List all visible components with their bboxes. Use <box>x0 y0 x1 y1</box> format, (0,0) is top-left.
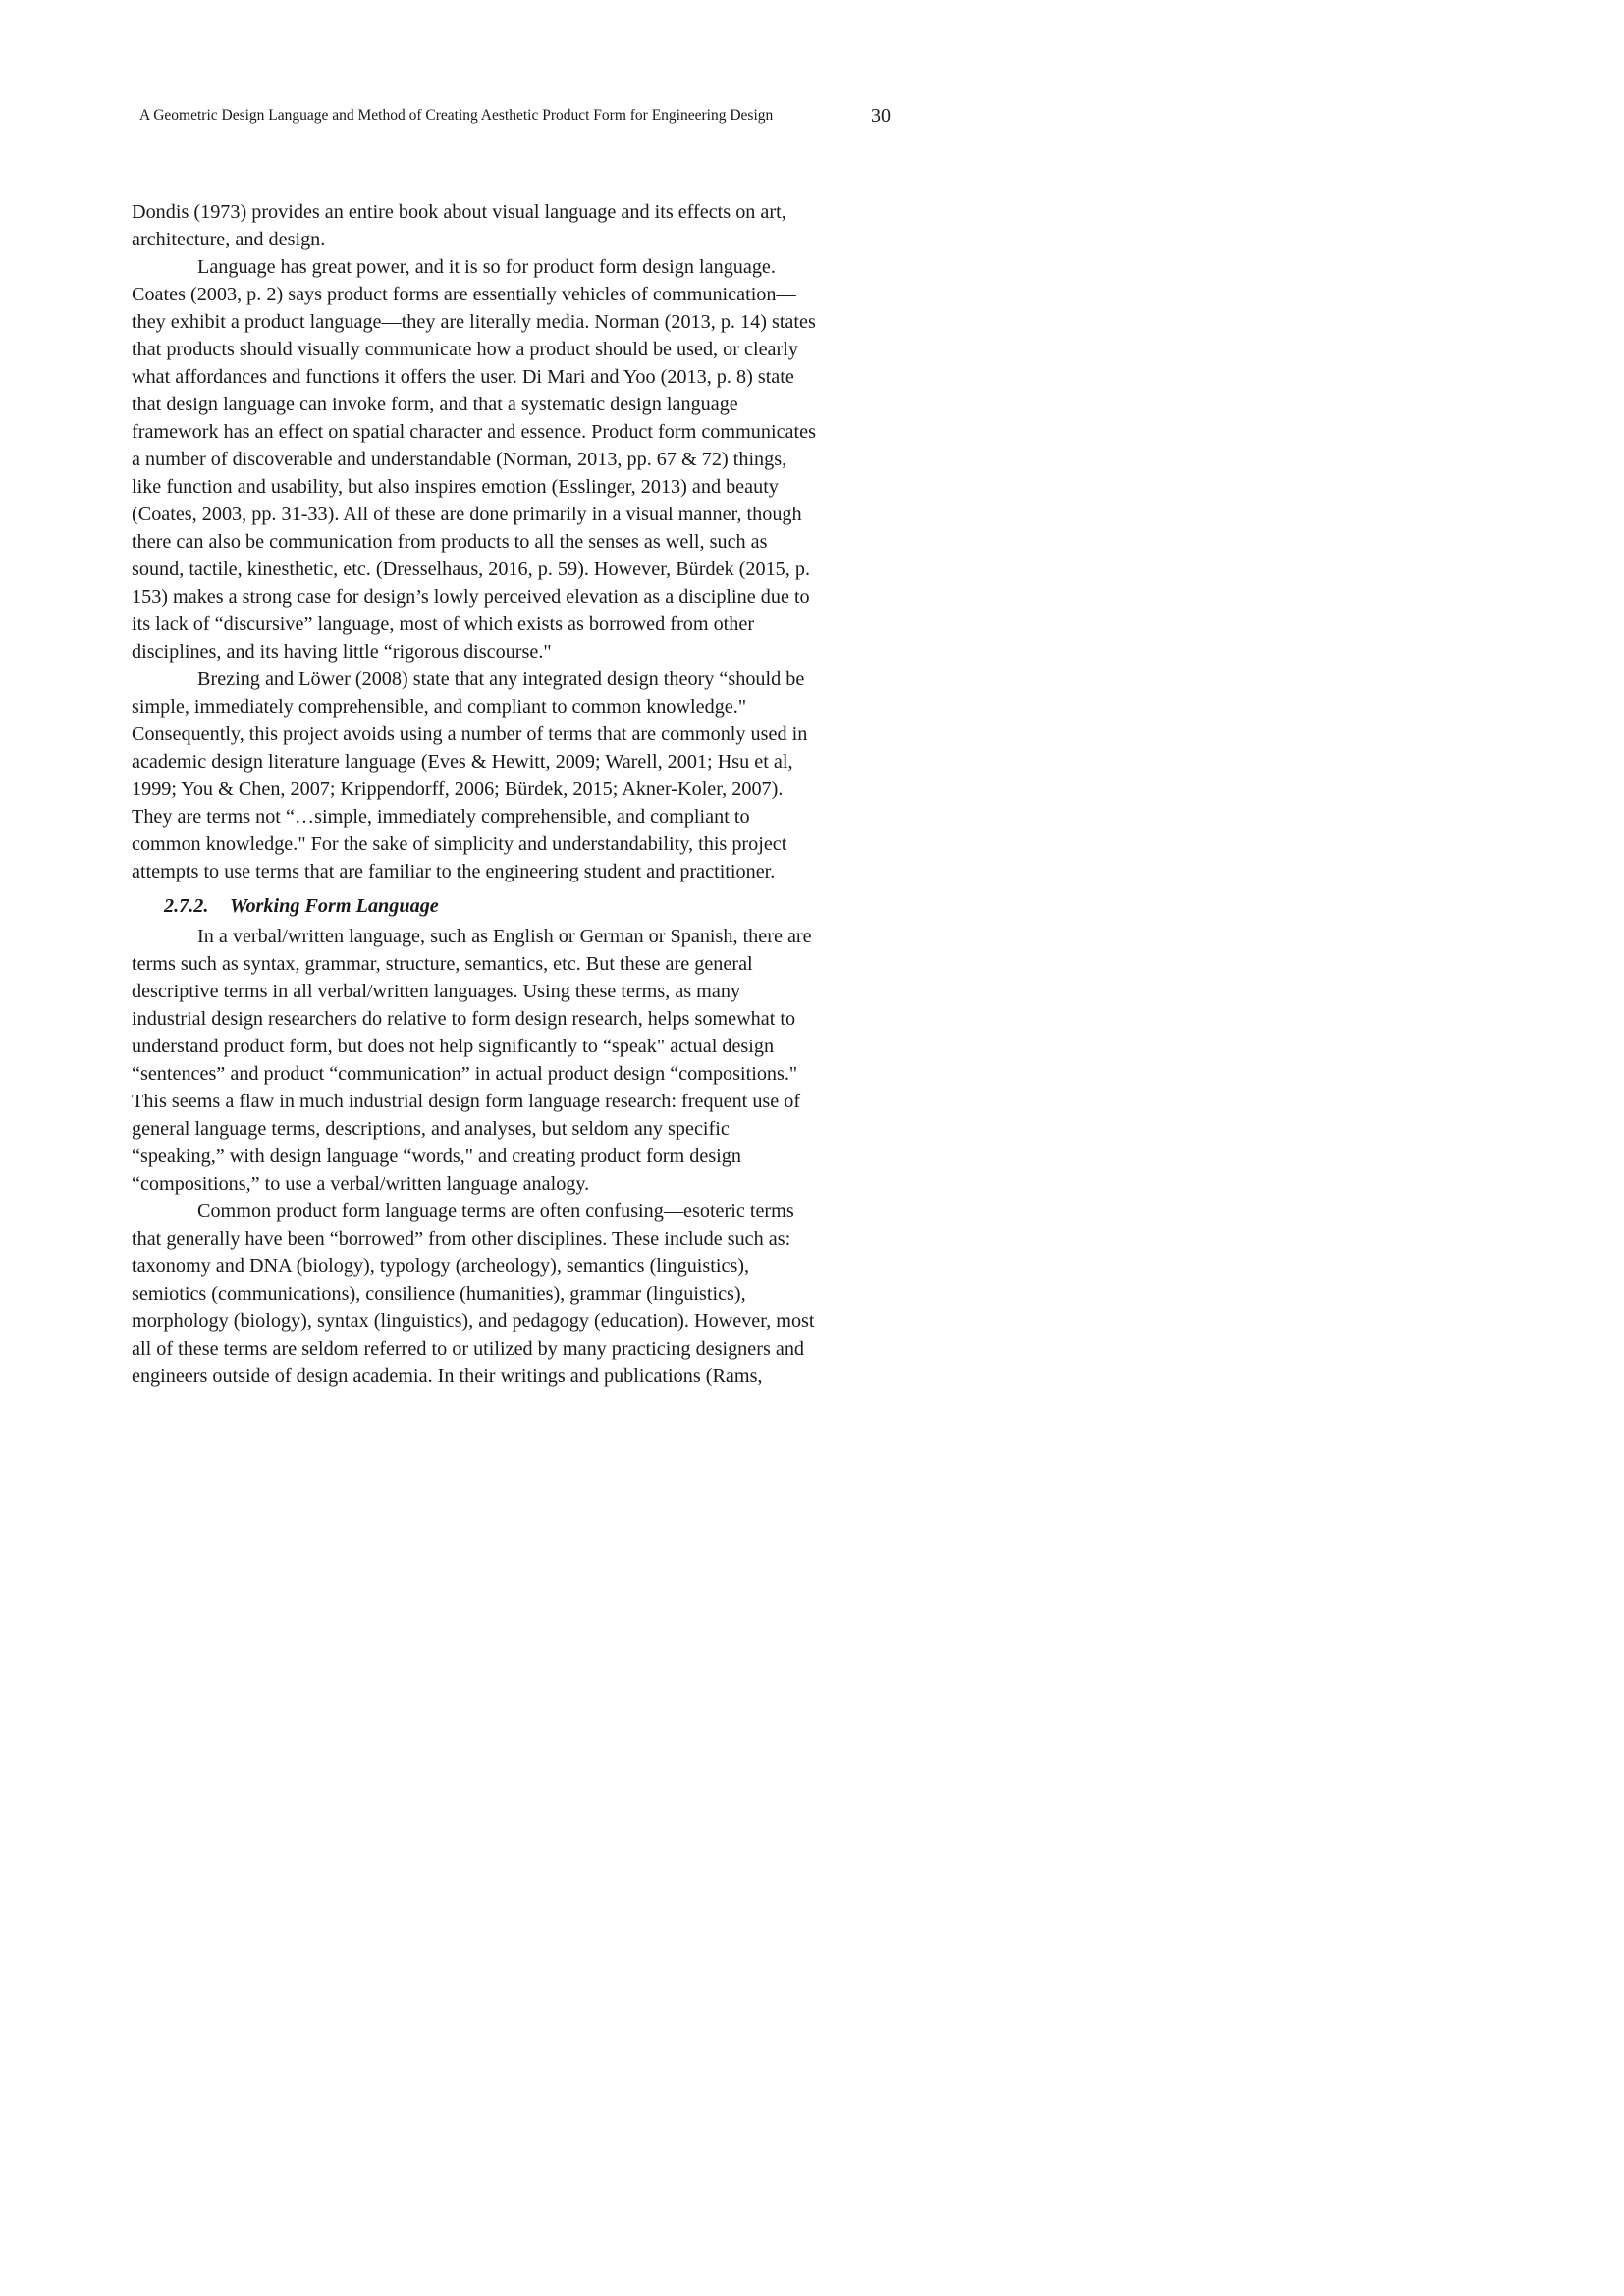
text-line: Common product form language terms are often confusing—esoteric terms <box>197 1201 794 1222</box>
text-line: framework has an effect on spatial character and essence. Product form communicates <box>132 421 816 443</box>
section-heading <box>132 892 917 920</box>
text-line: 153) makes a strong case for design’s lowly perceived elevation as a discipline due to <box>132 586 810 608</box>
text-line: “sentences” and product “communication” in actual product design “compositions." <box>132 1063 798 1085</box>
text-line: all of these terms are seldom referred to or utilized by many practicing designers and <box>132 1338 805 1360</box>
text-line: They are terms not “…simple, immediately comprehensible, and compliant to <box>132 806 750 828</box>
text-line: descriptive terms in all verbal/written languages. Using these terms, as many <box>132 981 741 1002</box>
text-line: engineers outside of design academia. In their writings and publications (Rams, <box>132 1365 763 1387</box>
text-line: This seems a flaw in much industrial design form language research: frequent use of <box>132 1091 801 1112</box>
text-line: Consequently, this project avoids using a number of terms that are commonly used in <box>132 723 808 745</box>
section-title: Working Form Language <box>230 895 439 917</box>
text-line: a number of discoverable and understandable (Norman, 2013, pp. 67 & 72) things, <box>132 449 787 470</box>
text-line: 1999; You & Chen, 2007; Krippendorff, 2006; Bürdek, 2015; Akner-Koler, 2007). <box>132 778 784 800</box>
text-line: what affordances and functions it offers the user. Di Mari and Yoo (2013, p. 8) state <box>132 366 794 388</box>
text-line: simple, immediately comprehensible, and compliant to common knowledge." <box>132 696 747 718</box>
text-line: “compositions,” to use a verbal/written language analogy. <box>132 1173 590 1195</box>
text-line: sound, tactile, kinesthetic, etc. (Dresselhaus, 2016, p. 59). However, Bürdek (2015, p. <box>132 559 811 580</box>
text-line: Language has great power, and it is so for product form design language. <box>197 256 776 278</box>
text-line: that products should visually communicate how a product should be used, or clearly <box>132 339 798 360</box>
text-line: like function and usability, but also inspires emotion (Esslinger, 2013) and beauty <box>132 476 779 498</box>
text-line: Brezing and Löwer (2008) state that any integrated design theory “should be <box>197 668 805 690</box>
text-line: disciplines, and its having little “rigorous discourse." <box>132 641 552 663</box>
text-line: academic design literature language (Eves & Hewitt, 2009; Warell, 2001; Hsu et al, <box>132 751 793 773</box>
text-line: that design language can invoke form, and that a systematic design language <box>132 394 738 415</box>
text-line: In a verbal/written language, such as English or German or Spanish, there are <box>197 926 812 947</box>
running-header: A Geometric Design Language and Method of Creating Aesthetic Product Form for Engineering Design <box>139 107 774 124</box>
text-line: Coates (2003, p. 2) says product forms are essentially vehicles of communication— <box>132 284 796 305</box>
text-line: its lack of “discursive” language, most of which exists as borrowed from other <box>132 614 755 635</box>
text-line: terms such as syntax, grammar, structure, semantics, etc. But these are general <box>132 953 753 975</box>
text-line: they exhibit a product language—they are literally media. Norman (2013, p. 14) states <box>132 311 816 333</box>
text-line: there can also be communication from products to all the senses as well, such as <box>132 531 768 553</box>
text-line: (Coates, 2003, pp. 31-33). All of these are done primarily in a visual manner, though <box>132 504 802 525</box>
text-line: general language terms, descriptions, and analyses, but seldom any specific <box>132 1118 730 1140</box>
text-line: Dondis (1973) provides an entire book about visual language and its effects on art, <box>132 201 786 223</box>
page-number: 30 <box>871 105 891 127</box>
body-text <box>132 198 917 1390</box>
section-number: 2.7.2. <box>164 895 209 917</box>
text-line: understand product form, but does not help significantly to “speak" actual design <box>132 1036 775 1057</box>
text-line: attempts to use terms that are familiar to the engineering student and practitioner. <box>132 861 776 882</box>
paragraph-brezing-lower <box>132 666 917 885</box>
paragraph-language-power <box>132 253 917 666</box>
text-line: common knowledge." For the sake of simplicity and understandability, this project <box>132 833 787 855</box>
text-line: that generally have been “borrowed” from other disciplines. These include such as: <box>132 1228 791 1250</box>
text-line: morphology (biology), syntax (linguistics), and pedagogy (education). However, most <box>132 1310 815 1332</box>
text-line: taxonomy and DNA (biology), typology (archeology), semantics (linguistics), <box>132 1255 750 1277</box>
paragraph-dondis <box>132 198 917 253</box>
paragraph-verbal-language <box>132 923 917 1198</box>
text-line: semiotics (communications), consilience (humanities), grammar (linguistics), <box>132 1283 746 1305</box>
text-line: “speaking,” with design language “words," and creating product form design <box>132 1146 741 1167</box>
text-line: architecture, and design. <box>132 229 326 250</box>
text-line: industrial design researchers do relative to form design research, helps somewhat to <box>132 1008 796 1030</box>
paragraph-confusing-terms <box>132 1198 917 1390</box>
